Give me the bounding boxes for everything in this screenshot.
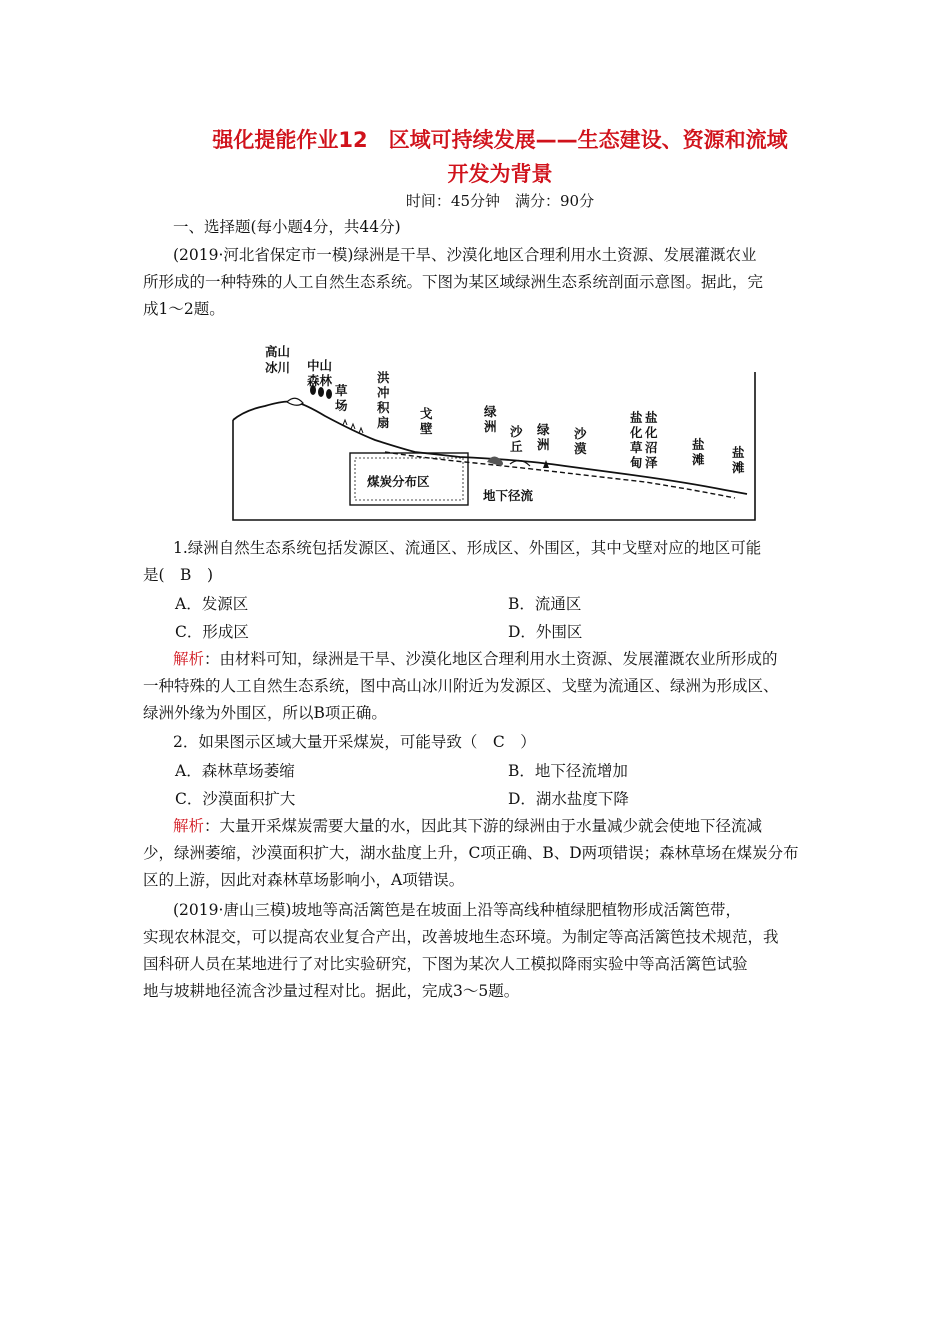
label-oasis-1 xyxy=(484,404,497,434)
svg-text:盐: 盐 xyxy=(645,410,658,425)
svg-text:草: 草 xyxy=(630,440,643,455)
time-score: 时间：45分钟 满分：90分 xyxy=(405,192,595,210)
glacier xyxy=(287,398,303,405)
svg-text:冰川: 冰川 xyxy=(265,360,291,375)
label-desert xyxy=(574,426,587,456)
q1-analysis: 绿洲外缘为外围区，所以B项正确。 xyxy=(143,704,387,722)
svg-text:冲: 冲 xyxy=(377,385,390,400)
label-oasis-2 xyxy=(537,422,550,452)
svg-text:盐: 盐 xyxy=(630,410,643,425)
svg-text:泽: 泽 xyxy=(645,455,658,470)
q1-analysis: 解析：由材料可知，绿洲是干旱、沙漠化地区合理利用水土资源、发展灌溉农业所形成的 xyxy=(173,650,778,668)
svg-text:中山: 中山 xyxy=(307,358,333,373)
svg-text:滩: 滩 xyxy=(692,452,705,467)
q2-analysis: 区的上游，因此对森林草场影响小，A项错误。 xyxy=(143,871,465,889)
svg-text:扇: 扇 xyxy=(377,415,390,430)
svg-text:甸: 甸 xyxy=(630,455,643,470)
q1-option-c: C．形成区 xyxy=(175,623,249,641)
q2-option-c: C．沙漠面积扩大 xyxy=(175,790,296,808)
q1-option-a: A．发源区 xyxy=(175,595,249,613)
svg-text:丘: 丘 xyxy=(510,439,523,454)
q2-stem: 2．如果图示区域大量开采煤炭，可能导致（ C ） xyxy=(173,733,536,751)
label-saline-meadow xyxy=(629,410,643,470)
svg-text:积: 积 xyxy=(377,400,390,415)
svg-text:沙: 沙 xyxy=(574,426,587,441)
page-title: 强化提能作业12 区域可持续发展——生态建设、资源和流域 xyxy=(212,128,788,152)
svg-text:洪: 洪 xyxy=(377,370,390,385)
q1-option-b: B．流通区 xyxy=(508,595,582,613)
q1-analysis: 一种特殊的人工自然生态系统，图中高山冰川附近为发源区、戈壁为流通区、绿洲为形成区、 xyxy=(143,677,779,695)
label-dune xyxy=(510,424,523,454)
intro-2-line: 地与坡耕地径流含沙量过程对比。据此，完成3～5题。 xyxy=(143,982,520,1000)
label-underground-runoff: 地下径流 xyxy=(483,488,534,503)
intro-1-line: 成1～2题。 xyxy=(143,300,225,318)
q2-option-a: A．森林草场萎缩 xyxy=(175,762,295,780)
label-forest xyxy=(307,358,333,388)
svg-text:场: 场 xyxy=(335,398,348,413)
q2-analysis: 解析：大量开采煤炭需要大量的水，因此其下游的绿洲由于水量减少就会使地下径流减 xyxy=(173,817,763,835)
svg-text:洲: 洲 xyxy=(484,419,497,434)
svg-text:森林: 森林 xyxy=(307,373,333,388)
q2-option-b: B．地下径流增加 xyxy=(508,762,628,780)
section-heading: 一、选择题(每小题4分，共44分) xyxy=(173,218,401,236)
svg-text:盐: 盐 xyxy=(692,437,705,452)
svg-text:化: 化 xyxy=(645,425,658,440)
label-alluvial-fan xyxy=(377,370,390,430)
svg-text:沼: 沼 xyxy=(645,440,658,455)
q2-option-d: D．湖水盐度下降 xyxy=(508,790,629,808)
label-salt-flat-2 xyxy=(732,445,745,475)
q2-analysis: 少，绿洲萎缩，沙漠面积扩大，湖水盐度上升，C项正确、B、D两项错误；森林草场在煤炭分布 xyxy=(143,844,799,862)
svg-text:绿: 绿 xyxy=(537,422,550,437)
label-coal-area: 煤炭分布区 xyxy=(367,474,430,489)
label-grassland xyxy=(335,383,348,413)
label-saline-marsh xyxy=(644,410,658,470)
svg-text:戈: 戈 xyxy=(420,406,433,421)
analysis-label: 解析 xyxy=(173,650,205,668)
intro-1-line: (2019·河北省保定市一模)绿洲是干旱、沙漠化地区合理利用水土资源、发展灌溉农业 xyxy=(173,246,757,264)
label-salt-flat-1 xyxy=(692,437,705,467)
intro-2-line: (2019·唐山三模)坡地等高活篱笆是在坡面上沿等高线种植绿肥植物形成活篱笆带， xyxy=(173,901,741,919)
label-gobi xyxy=(420,406,433,436)
oasis-profile-figure xyxy=(225,340,765,525)
svg-text:漠: 漠 xyxy=(574,441,587,456)
page-title-line2: 开发为背景 xyxy=(447,162,553,186)
svg-text:滩: 滩 xyxy=(732,460,745,475)
svg-text:洲: 洲 xyxy=(537,437,550,452)
q1-option-d: D．外围区 xyxy=(508,623,583,641)
intro-1-line: 所形成的一种特殊的人工自然生态系统。下图为某区域绿洲生态系统剖面示意图。据此，完 xyxy=(143,273,764,291)
q1-stem: 1.绿洲自然生态系统包括发源区、流通区、形成区、外围区，其中戈壁对应的地区可能 xyxy=(173,539,762,557)
svg-text:高山: 高山 xyxy=(265,344,291,359)
label-glacier xyxy=(265,344,290,375)
svg-text:草: 草 xyxy=(335,383,348,398)
intro-2-line: 国科研人员在某地进行了对比实验研究，下图为某次人工模拟降雨实验中等高活篱笆试验 xyxy=(143,955,748,973)
q1-stem: 是( B ) xyxy=(143,566,213,584)
underground-runoff xyxy=(385,452,735,498)
svg-text:绿: 绿 xyxy=(484,404,497,419)
svg-text:盐: 盐 xyxy=(732,445,745,460)
analysis-label: 解析 xyxy=(173,817,205,835)
svg-text:沙: 沙 xyxy=(510,424,523,439)
intro-2-line: 实现农林混交，可以提高农业复合产出，改善坡地生态环境。为制定等高活篱笆技术规范，我 xyxy=(143,928,779,946)
svg-text:化: 化 xyxy=(630,425,643,440)
svg-text:壁: 壁 xyxy=(420,421,433,436)
